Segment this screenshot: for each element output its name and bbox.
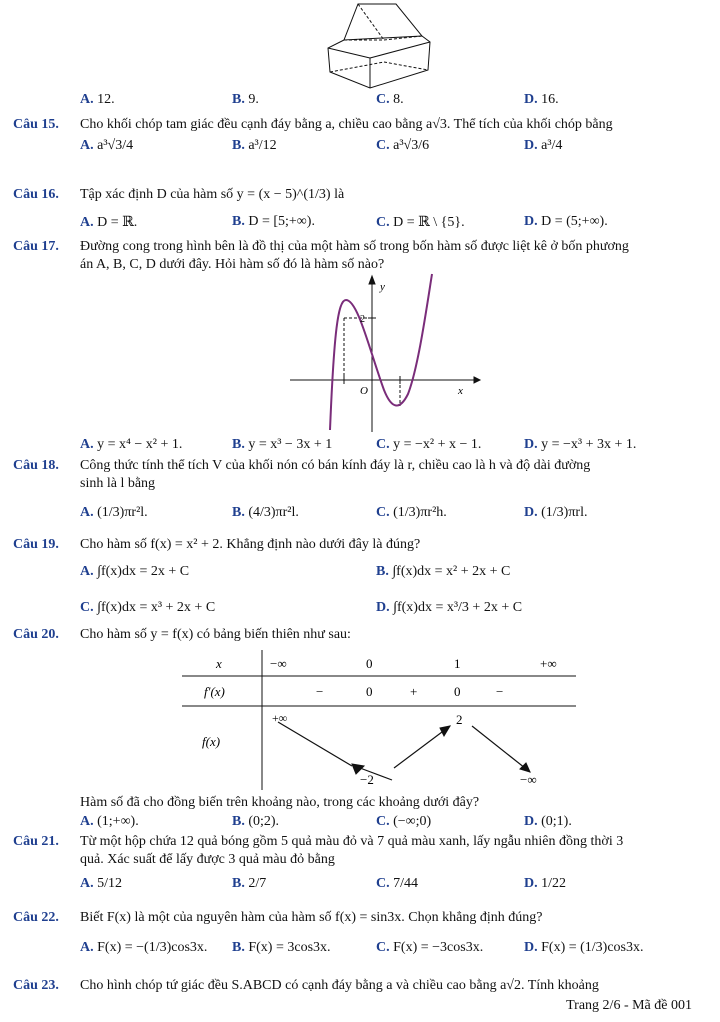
option-a: A. D = ℝ. [80,215,138,230]
question-text: Từ một hộp chứa 12 quả bóng gồm 5 quả màu đỏ và 7 quả màu xanh, lấy ngẫu nhiên đồng thời 3 [80,834,624,849]
f-value: 2 [456,712,463,727]
option-c: C. y = −x² + x − 1. [376,437,482,452]
question-text: Cho hình chóp tứ giác đều S.ABCD có cạnh đáy bằng a và chiều cao bằng a√2. Tính khoảng [80,978,599,993]
fp-sign: + [410,684,418,699]
option-b: B. (0;2). [232,814,280,829]
f-value: −2 [360,772,374,787]
option-d: D. (1/3)πrl. [524,505,588,520]
question-number: Câu 18. [13,458,59,473]
table-x-label: x [216,656,222,671]
variation-table [180,650,580,790]
question-text: Tập xác định D của hàm số y = (x − 5)^(1/3) là [80,187,345,202]
question-text: Cho hàm số f(x) = x² + 2. Khẳng định nào dưới đây là đúng? [80,537,421,552]
option-b: B. F(x) = 3cos3x. [232,940,331,955]
question-text-line2: án A, B, C, D dưới đây. Hỏi hàm số đó là hàm số nào? [80,257,385,272]
option-c: C. a³√3/6 [376,138,430,153]
question-number: Câu 15. [13,117,59,132]
x-axis-label: x [458,385,463,397]
option-d: D. 1/22 [524,876,567,891]
top-option-b: B. 9. [232,92,259,107]
origin-label: O [360,385,368,397]
option-c: C. ∫f(x)dx = x³ + 2x + C [80,600,216,615]
option-c: C. (1/3)πr²h. [376,505,447,520]
option-c: C. 7/44 [376,876,419,891]
f-value: −∞ [520,772,537,787]
option-d: D. D = (5;+∞). [524,214,608,229]
option-c: C. (−∞;0) [376,814,432,829]
option-a: A. ∫f(x)dx = 2x + C [80,564,190,579]
option-b: B. a³/12 [232,138,277,153]
question-text-line2: Hàm số đã cho đồng biến trên khoảng nào, trong các khoảng dưới đây? [80,795,480,810]
question-number: Câu 21. [13,834,59,849]
option-d: D. (0;1). [524,814,572,829]
question-number: Câu 22. [13,910,59,925]
option-a: A. (1;+∞). [80,814,139,829]
tick-2-label: 2 [360,314,365,325]
fp-zero: 0 [454,684,461,699]
option-c: C. F(x) = −3cos3x. [376,940,484,955]
option-d: D. y = −x³ + 3x + 1. [524,437,637,452]
solid-figure [318,0,438,92]
page-footer: Trang 2/6 - Mã đề 001 [566,998,692,1013]
fp-sign: − [496,684,504,699]
question-text: Cho khối chóp tam giác đều cạnh đáy bằng a, chiều cao bằng a√3. Thể tích của khối chóp bằng [80,117,613,132]
option-d: D. a³/4 [524,138,563,153]
function-graph [284,272,484,434]
question-number: Câu 20. [13,627,59,642]
top-option-d: D. 16. [524,92,559,107]
x-value: 1 [454,656,461,671]
y-axis-label: y [380,281,385,293]
fp-sign: − [316,684,324,699]
question-text: Biết F(x) là một của nguyên hàm của hàm số f(x) = sin3x. Chọn khẳng định đúng? [80,910,543,925]
question-text: Công thức tính thể tích V của khối nón có bán kính đáy là r, chiều cao là h và độ dài đường [80,458,591,473]
option-b: B. (4/3)πr²l. [232,505,299,520]
option-b: B. D = [5;+∞). [232,214,315,229]
option-a: A. F(x) = −(1/3)cos3x. [80,940,208,955]
option-d: D. F(x) = (1/3)cos3x. [524,940,644,955]
top-option-c: C. 8. [376,92,404,107]
option-b: B. 2/7 [232,876,267,891]
x-value: −∞ [270,656,287,671]
question-number: Câu 17. [13,239,59,254]
question-text-line2: quả. Xác suất để lấy được 3 quả màu đỏ bằng [80,852,335,867]
top-option-a: A. 12. [80,92,115,107]
option-a: A. 5/12 [80,876,123,891]
table-f-label: f(x) [202,734,221,749]
question-text: Cho hàm số y = f(x) có bảng biến thiên như sau: [80,627,351,642]
option-c: C. D = ℝ \ {5}. [376,215,465,230]
option-a: A. (1/3)πr²l. [80,505,148,520]
question-number: Câu 16. [13,187,59,202]
option-b: B. ∫f(x)dx = x² + 2x + C [376,564,511,579]
x-value: 0 [366,656,373,671]
fp-zero: 0 [366,684,373,699]
option-a: A. y = x⁴ − x² + 1. [80,437,183,452]
option-d: D. ∫f(x)dx = x³/3 + 2x + C [376,600,523,615]
option-b: B. y = x³ − 3x + 1 [232,437,333,452]
question-number: Câu 19. [13,537,59,552]
f-value: +∞ [272,711,288,725]
question-text-line2: sinh là l bằng [80,476,156,491]
option-a: A. a³√3/4 [80,138,134,153]
x-value: +∞ [540,656,557,671]
table-fp-label: f′(x) [204,684,225,699]
question-number: Câu 23. [13,978,59,993]
question-text: Đường cong trong hình bên là đồ thị của một hàm số trong bốn hàm số được liệt kê ở bốn phương [80,239,629,254]
